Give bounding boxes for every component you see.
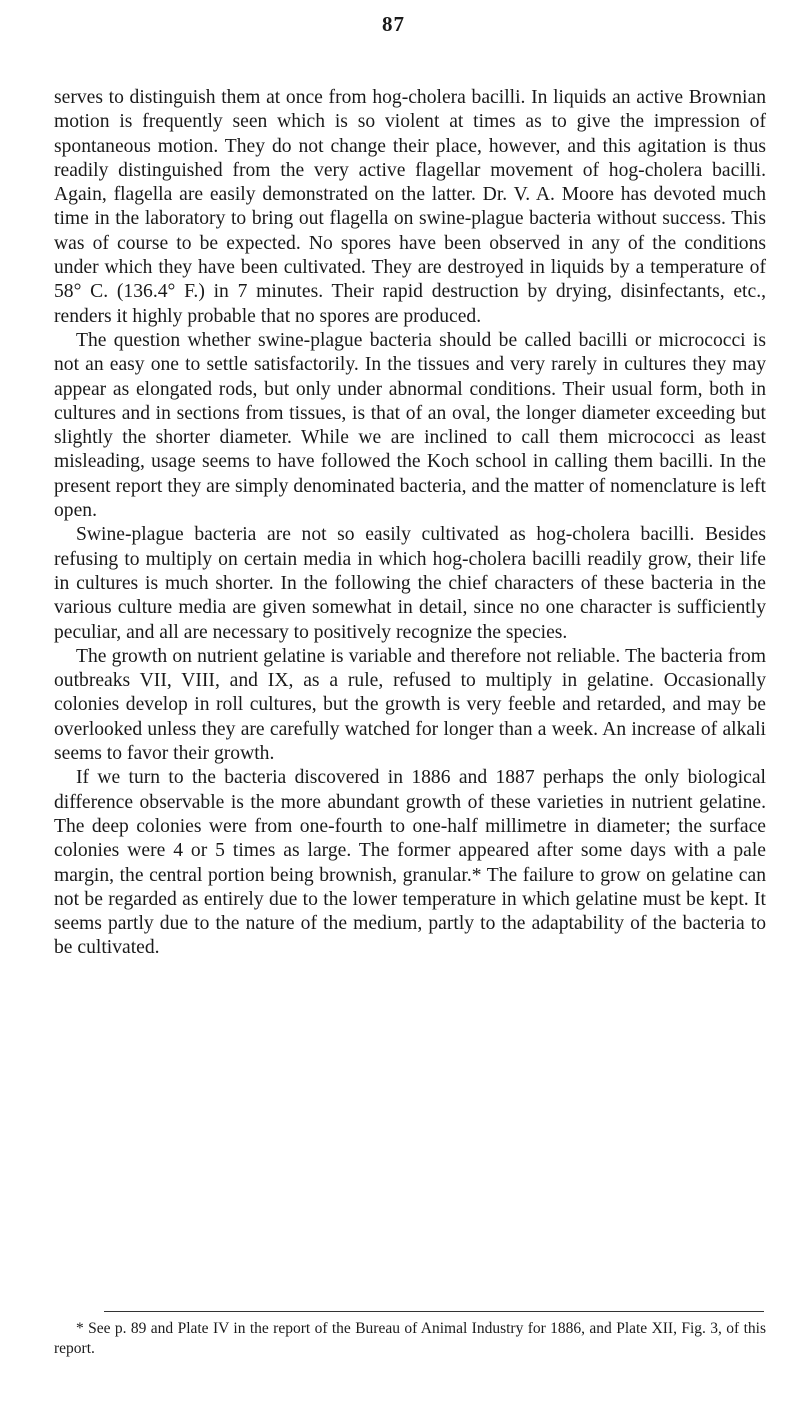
footnote: * See p. 89 and Plate IV in the report of the Bureau of Animal Industry for 1886, and Plate XII, Fig. 3, of this report. xyxy=(54,1320,766,1357)
paragraph-5: If we turn to the bacteria discovered in 1886 and 1887 perhaps the only biological difference observable is the more abundant growth of these varieties in nutrient gelatine. The deep colonies were from one-fourth to one-half millimetre in diameter; the surface colonies were 4 or 5 times as large. The former appeared after some days with a pale margin, the central portion being brownish, granular.* The failure to grow on gelatine can not be regarded as entirely due to the lower temperature in which gelatine must be kept. It seems partly due to the nature of the medium, partly to the adaptability of the bacteria to be cultivated. xyxy=(54,767,766,959)
footnote-divider xyxy=(104,1311,764,1312)
paragraph-4: The growth on nutrient gelatine is variable and therefore not reliable. The bacteria from outbreaks VII, VIII, and IX, as a rule, refused to multiply in gelatine. Occasionally colonies develop in roll cultures, but the growth is very feeble and retarded, and may be overlooked unless they are carefully watched for longer than a week. An increase of alkali seems to favor their growth. xyxy=(54,645,766,765)
paragraph-3: Swine-plague bacteria are not so easily cultivated as hog-cholera bacilli. Besides refusing to multiply on certain media in which hog-cholera bacilli readily grow, their life in cultures is much shorter. In the following the chief characters of these bacteria in the various culture media are given somewhat in detail, since no one character is sufficiently peculiar, and all are necessary to positively recognize the species. xyxy=(54,524,766,643)
paragraph-2: The question whether swine-plague bacteria should be called bacilli or micrococci is not an easy one to settle satisfactorily. In the tissues and very rarely in cultures they may appear as elongated rods, but only under abnormal conditions. Their usual form, both in cultures and in sections from tissues, is that of an oval, the longer diameter exceeding but slightly the shorter diameter. While we are inclined to call them micrococci as least misleading, usage seems to have followed the Koch school in calling them bacilli. In the present report they are simply denominated bacteria, and the matter of nomenclature is left open. xyxy=(54,329,766,522)
paragraph-1: serves to distinguish them at once from hog-cholera bacilli. In liquids an active Brownian motion is frequently seen which is so violent at times as to give the impression of spontaneous motion. They do not change their place, however, and this agitation is thus readily distinguished from the very active flagellar movement of hog-cholera bacilli. Again, flagella are easily demonstrated on the latter. Dr. V. A. Moore has devoted much time in the laboratory to bring out flagella on swine-plague bacteria without success. This was of course to be expected. No spores have been observed in any of the conditions under which they have been cultivated. They are destroyed in liquids by a temperature of 58° C. (136.4° F.) in 7 minutes. Their rapid destruction by drying, disinfectants, etc., renders it highly probable that no spores are produced. xyxy=(54,87,766,327)
body-text xyxy=(54,86,766,961)
page-number: 87 xyxy=(382,12,405,36)
